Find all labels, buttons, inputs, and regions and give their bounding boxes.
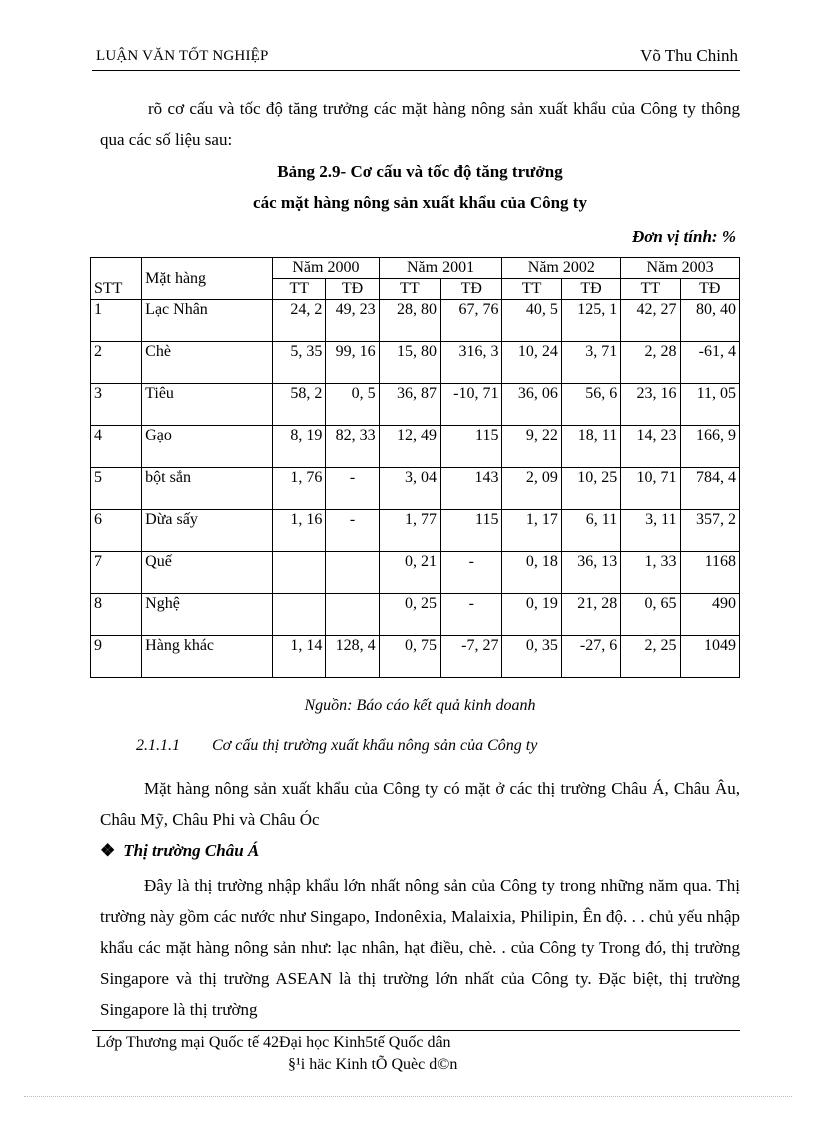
tt-cell: 2, 28 bbox=[621, 342, 680, 384]
row-stt-cell: 1 bbox=[91, 300, 142, 342]
row-item-cell: Nghệ bbox=[142, 594, 273, 636]
tt-cell: 1, 33 bbox=[621, 552, 680, 594]
subheading bbox=[136, 737, 537, 755]
sub-header-tt: TT bbox=[379, 279, 440, 300]
row-stt-cell: 5 bbox=[91, 468, 142, 510]
tt-cell: 0, 18 bbox=[502, 552, 561, 594]
tt-cell: 58, 2 bbox=[273, 384, 326, 426]
footer-divider bbox=[92, 1030, 740, 1031]
row-stt-cell: 2 bbox=[91, 342, 142, 384]
year-header: Năm 2003 bbox=[621, 258, 740, 279]
td-cell: 784, 4 bbox=[680, 468, 739, 510]
table-row bbox=[91, 594, 740, 636]
year-header: Năm 2000 bbox=[273, 258, 379, 279]
td-cell: 99, 16 bbox=[326, 342, 379, 384]
bullet-heading-text: Thị trường Châu Á bbox=[123, 841, 260, 860]
row-item-cell: Gạo bbox=[142, 426, 273, 468]
tt-cell bbox=[273, 552, 326, 594]
tt-cell: 0, 21 bbox=[379, 552, 440, 594]
table-row bbox=[91, 636, 740, 678]
sub-header-td: TĐ bbox=[561, 279, 620, 300]
tt-cell: 0, 19 bbox=[502, 594, 561, 636]
td-cell: 166, 9 bbox=[680, 426, 739, 468]
td-cell: 357, 2 bbox=[680, 510, 739, 552]
row-stt-cell: 9 bbox=[91, 636, 142, 678]
td-cell: 80, 40 bbox=[680, 300, 739, 342]
td-cell: - bbox=[326, 510, 379, 552]
td-cell: 316, 3 bbox=[441, 342, 502, 384]
data-table bbox=[90, 257, 740, 678]
sub-header-td: TĐ bbox=[441, 279, 502, 300]
td-cell: 36, 13 bbox=[561, 552, 620, 594]
tt-cell: 12, 49 bbox=[379, 426, 440, 468]
tt-cell: 42, 27 bbox=[621, 300, 680, 342]
td-cell: 490 bbox=[680, 594, 739, 636]
year-header: Năm 2002 bbox=[502, 258, 621, 279]
td-cell: 115 bbox=[441, 510, 502, 552]
td-cell: 115 bbox=[441, 426, 502, 468]
td-cell: 49, 23 bbox=[326, 300, 379, 342]
table-caption-line2: các mặt hàng nông sản xuất khẩu của Công ty bbox=[253, 193, 587, 212]
td-cell: - bbox=[441, 552, 502, 594]
td-cell: 125, 1 bbox=[561, 300, 620, 342]
td-cell: 10, 25 bbox=[561, 468, 620, 510]
col-stt-header: STT bbox=[91, 258, 142, 300]
row-item-cell: Quế bbox=[142, 552, 273, 594]
td-cell: -61, 4 bbox=[680, 342, 739, 384]
tt-cell: 0, 25 bbox=[379, 594, 440, 636]
row-item-cell: Hàng khác bbox=[142, 636, 273, 678]
td-cell: 6, 11 bbox=[561, 510, 620, 552]
td-cell: 1168 bbox=[680, 552, 739, 594]
td-cell: 82, 33 bbox=[326, 426, 379, 468]
table-row bbox=[91, 384, 740, 426]
td-cell: - bbox=[441, 594, 502, 636]
tt-cell: 1, 14 bbox=[273, 636, 326, 678]
subheading-number: 2.1.1.1 bbox=[136, 737, 180, 754]
tt-cell: 15, 80 bbox=[379, 342, 440, 384]
tt-cell: 1, 16 bbox=[273, 510, 326, 552]
asia-paragraph: Đây là thị trường nhập khẩu lớn nhất nông sản của Công ty trong những năm qua. Thị trường này gồm các nước như Singapo, Indonêxia, Malaixia, Philipin, Ên độ. . . chủ yếu nhập khẩu các mặt hàng nông sản như: lạc nhân, hạt điều, chè. . của Công ty Trong đó, thị trường Singapore và thị trường ASEAN là thị trường lớn nhất của Công ty. Đặc biệt, thị trường Singapore là thị trường bbox=[100, 876, 740, 1019]
tt-cell: 1, 76 bbox=[273, 468, 326, 510]
table-row bbox=[91, 342, 740, 384]
table-row bbox=[91, 510, 740, 552]
td-cell: 56, 6 bbox=[561, 384, 620, 426]
header-divider bbox=[92, 70, 740, 71]
sub-header-tt: TT bbox=[621, 279, 680, 300]
row-stt-cell: 7 bbox=[91, 552, 142, 594]
page-header-right: Võ Thu Chinh bbox=[640, 46, 738, 65]
tt-cell: 10, 71 bbox=[621, 468, 680, 510]
row-item-cell: Dừa sấy bbox=[142, 510, 273, 552]
tt-cell: 2, 25 bbox=[621, 636, 680, 678]
sub-header-td: TĐ bbox=[680, 279, 739, 300]
year-header: Năm 2001 bbox=[379, 258, 502, 279]
tt-cell: 40, 5 bbox=[502, 300, 561, 342]
tt-cell: 0, 65 bbox=[621, 594, 680, 636]
row-item-cell: bột sắn bbox=[142, 468, 273, 510]
row-item-cell: Chè bbox=[142, 342, 273, 384]
td-cell: -7, 27 bbox=[441, 636, 502, 678]
table-row bbox=[91, 300, 740, 342]
tt-cell: 0, 75 bbox=[379, 636, 440, 678]
tt-cell: 5, 35 bbox=[273, 342, 326, 384]
td-cell: 128, 4 bbox=[326, 636, 379, 678]
tt-cell: 3, 11 bbox=[621, 510, 680, 552]
td-cell: 21, 28 bbox=[561, 594, 620, 636]
td-cell: 11, 05 bbox=[680, 384, 739, 426]
table-caption-line1: Bảng 2.9- Cơ cấu và tốc độ tăng trưởng bbox=[277, 162, 563, 181]
tt-cell: 2, 09 bbox=[502, 468, 561, 510]
table-source: Nguồn: Báo cáo kết quả kinh doanh bbox=[304, 697, 536, 714]
tt-cell: 14, 23 bbox=[621, 426, 680, 468]
intro-paragraph: rõ cơ cấu và tốc độ tăng trưởng các mặt hàng nông sản xuất khẩu của Công ty thông qua các số liệu sau: bbox=[100, 99, 740, 149]
td-cell bbox=[326, 552, 379, 594]
td-cell: 3, 71 bbox=[561, 342, 620, 384]
tt-cell: 0, 35 bbox=[502, 636, 561, 678]
td-cell bbox=[326, 594, 379, 636]
row-stt-cell: 4 bbox=[91, 426, 142, 468]
tt-cell: 36, 06 bbox=[502, 384, 561, 426]
page-header-left: LUẬN VĂN TỐT NGHIỆP bbox=[96, 48, 269, 64]
sub-header-tt: TT bbox=[502, 279, 561, 300]
tt-cell: 1, 77 bbox=[379, 510, 440, 552]
page-edge-dots bbox=[24, 1096, 792, 1097]
unit-label: Đơn vị tính: % bbox=[631, 227, 736, 246]
col-item-header: Mặt hàng bbox=[142, 258, 273, 300]
td-cell: 143 bbox=[441, 468, 502, 510]
row-stt-cell: 3 bbox=[91, 384, 142, 426]
row-item-cell: Lạc Nhân bbox=[142, 300, 273, 342]
diamond-bullet-icon: ❖ bbox=[100, 841, 116, 860]
td-cell: -10, 71 bbox=[441, 384, 502, 426]
row-item-cell: Tiêu bbox=[142, 384, 273, 426]
tt-cell: 23, 16 bbox=[621, 384, 680, 426]
td-cell: 67, 76 bbox=[441, 300, 502, 342]
tt-cell: 9, 22 bbox=[502, 426, 561, 468]
footer-line1: Lớp Thương mại Quốc tế 42Đại học Kinh5tế Quốc dân bbox=[96, 1034, 451, 1051]
tt-cell: 8, 19 bbox=[273, 426, 326, 468]
markets-paragraph: Mặt hàng nông sản xuất khẩu của Công ty có mặt ở các thị trường Châu Á, Châu Âu, Châu Mỹ, Châu Phi và Châu Óc bbox=[100, 779, 740, 829]
bullet-heading bbox=[100, 841, 259, 861]
subheading-title: Cơ cấu thị trường xuất khẩu nông sản của Công ty bbox=[212, 737, 538, 754]
table-row bbox=[91, 552, 740, 594]
footer-line2: §¹i häc Kinh tÕ Quèc d©n bbox=[288, 1056, 458, 1073]
tt-cell: 1, 17 bbox=[502, 510, 561, 552]
td-cell: -27, 6 bbox=[561, 636, 620, 678]
sub-header-tt: TT bbox=[273, 279, 326, 300]
tt-cell bbox=[273, 594, 326, 636]
row-stt-cell: 6 bbox=[91, 510, 142, 552]
tt-cell: 24, 2 bbox=[273, 300, 326, 342]
tt-cell: 3, 04 bbox=[379, 468, 440, 510]
td-cell: 1049 bbox=[680, 636, 739, 678]
table-row bbox=[91, 426, 740, 468]
sub-header-td: TĐ bbox=[326, 279, 379, 300]
table-row bbox=[91, 468, 740, 510]
td-cell: - bbox=[326, 468, 379, 510]
td-cell: 18, 11 bbox=[561, 426, 620, 468]
tt-cell: 36, 87 bbox=[379, 384, 440, 426]
tt-cell: 10, 24 bbox=[502, 342, 561, 384]
row-stt-cell: 8 bbox=[91, 594, 142, 636]
td-cell: 0, 5 bbox=[326, 384, 379, 426]
tt-cell: 28, 80 bbox=[379, 300, 440, 342]
